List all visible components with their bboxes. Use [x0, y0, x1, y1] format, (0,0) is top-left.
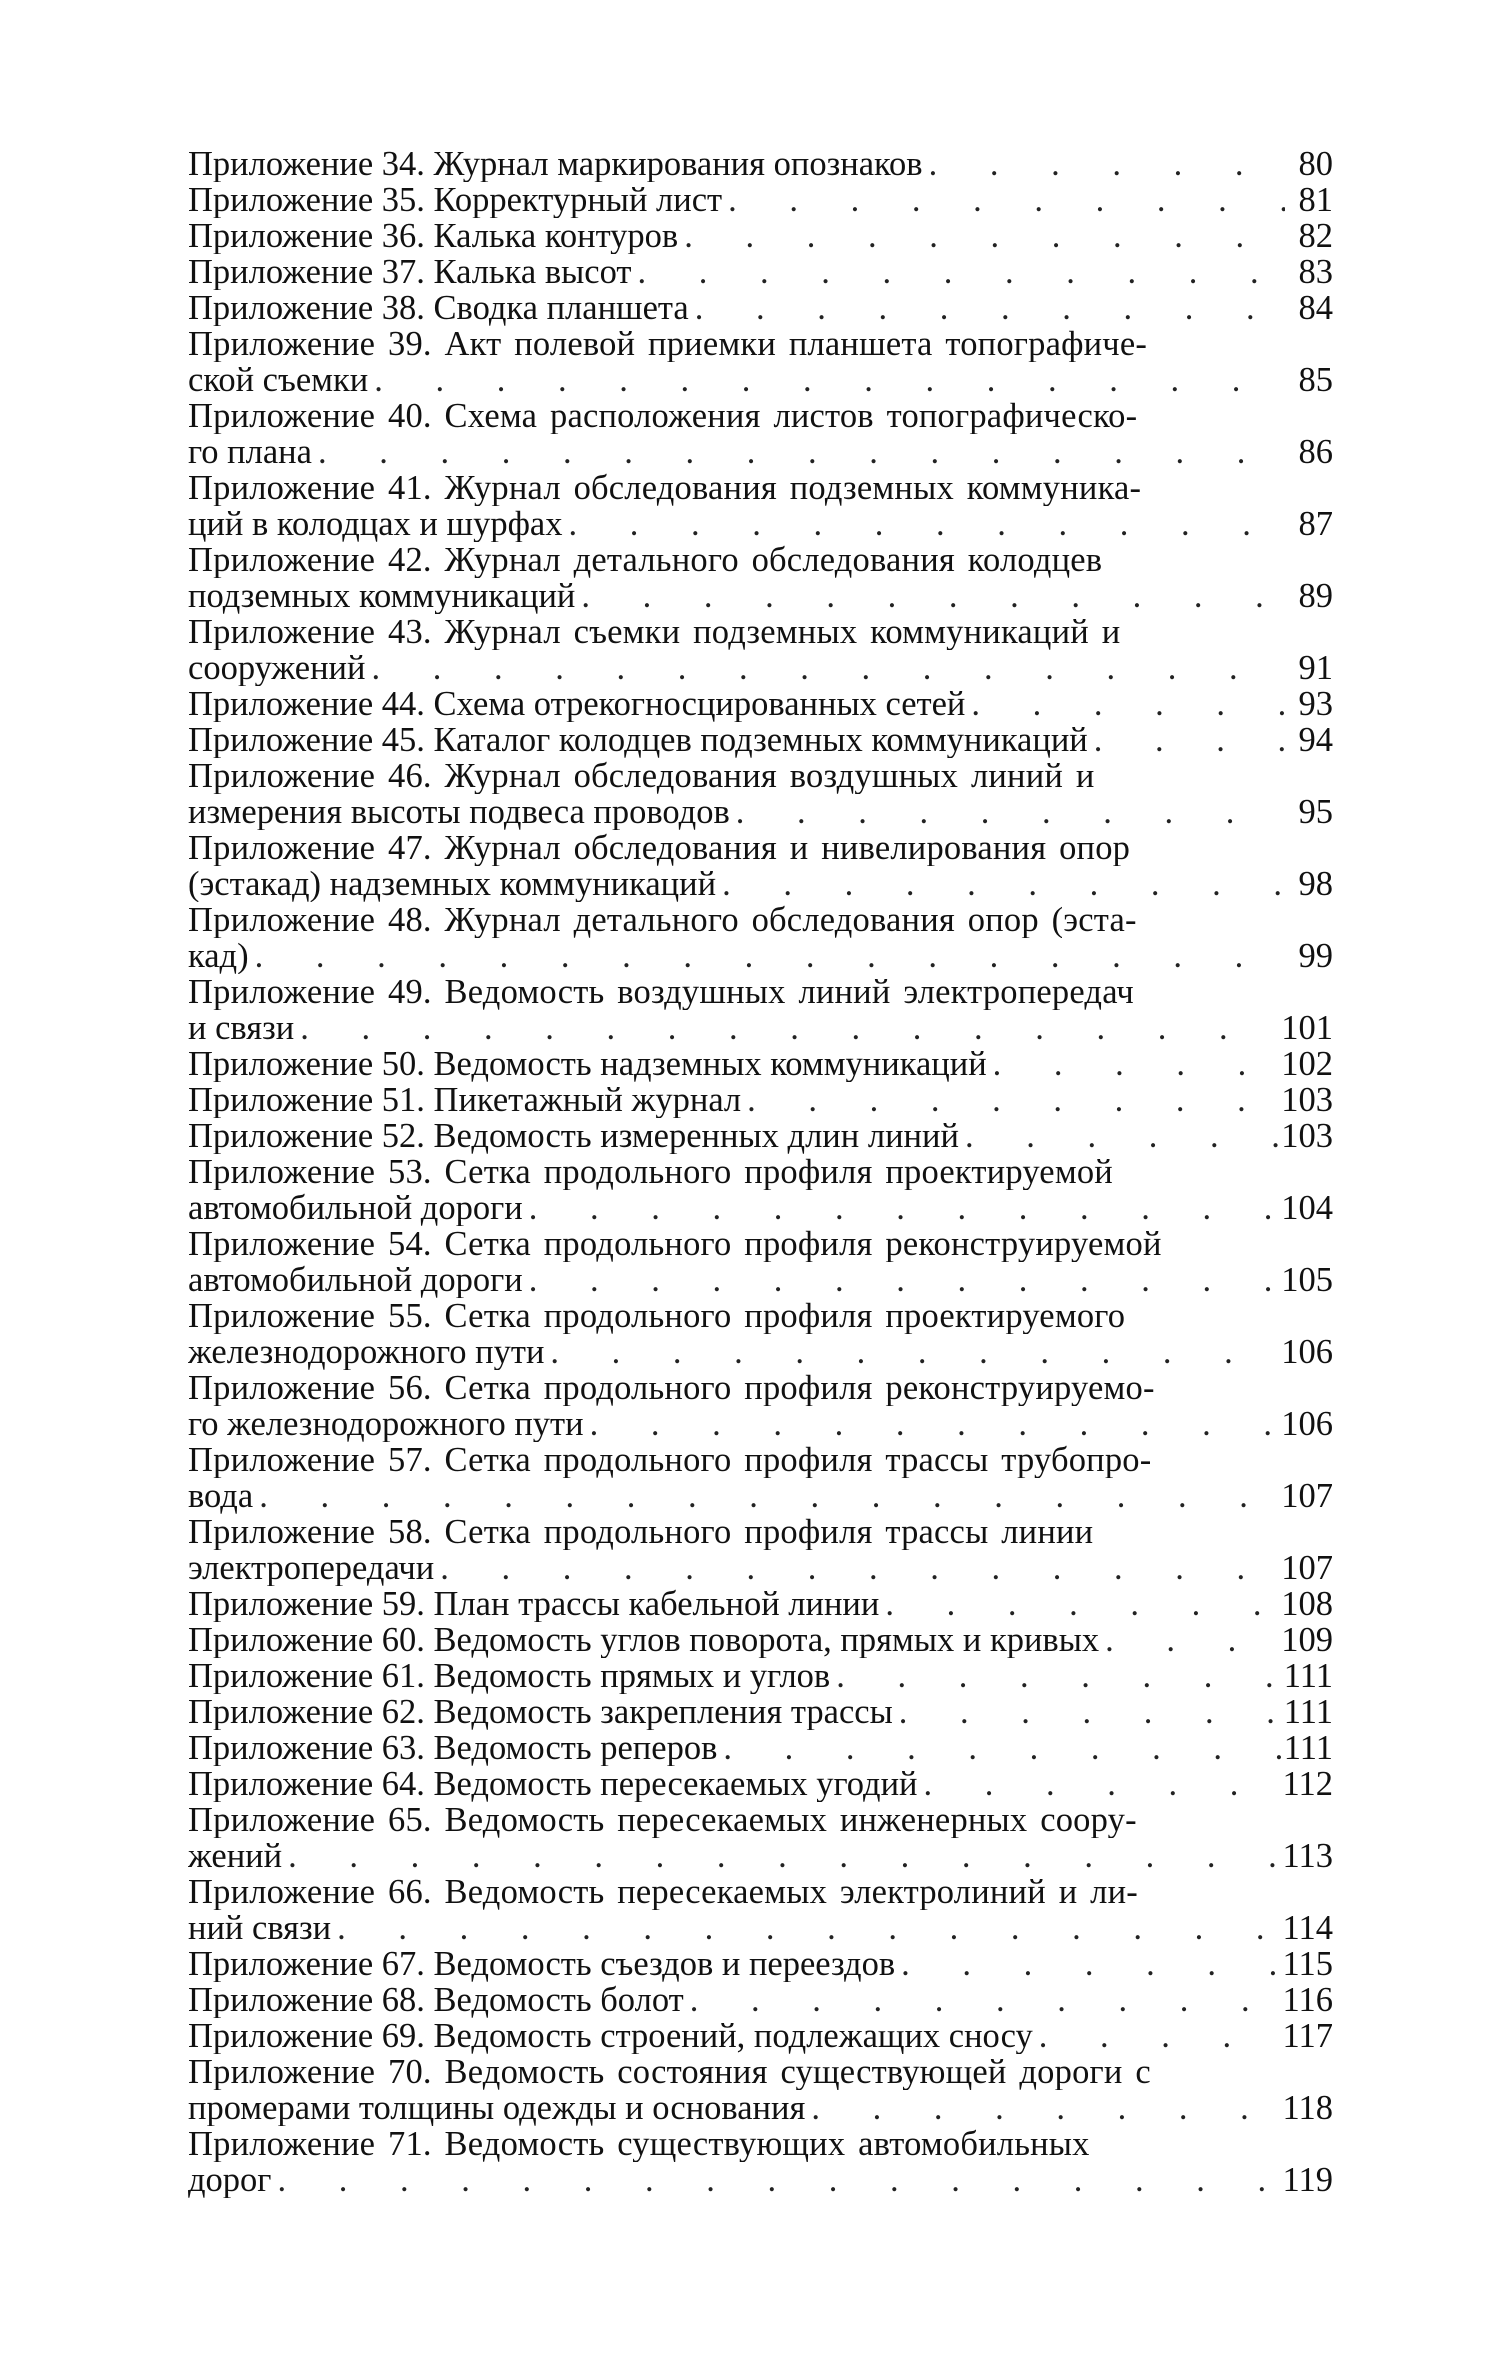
- toc-entry: [188, 974, 1333, 1046]
- toc-entry: [188, 686, 1333, 722]
- toc-entry: [188, 1694, 1333, 1730]
- toc-entry-text: Приложение 62. Ведомость закрепления трассы: [188, 1694, 893, 1730]
- toc-entry-text: Приложение 37. Калька высот: [188, 254, 632, 290]
- dot-leader: [312, 434, 1285, 470]
- toc-entry-text: Приложение 71. Ведомость существующих автомобильных: [188, 2126, 1090, 2162]
- toc-entry: [188, 218, 1333, 254]
- toc-entry: [188, 1586, 1333, 1622]
- dot-leader: [294, 1010, 1281, 1046]
- page-number: 107: [1281, 1478, 1333, 1514]
- dot-leader: [253, 1478, 1281, 1514]
- toc-entry-line: [188, 830, 1333, 866]
- toc-entry-text: Приложение 53. Сетка продольного профиля проектируемой: [188, 1154, 1113, 1190]
- dot-leader: [805, 2090, 1282, 2126]
- page-number: 104: [1281, 1190, 1333, 1226]
- toc-entry-text: кад): [188, 938, 249, 974]
- toc-entry-text: Приложение 41. Журнал обследования подземных коммуника-: [188, 470, 1142, 506]
- toc-entry-text: Приложение 40. Схема расположения листов топографическо-: [188, 398, 1138, 434]
- dot-leader: [523, 1262, 1282, 1298]
- toc-entry-text: Приложение 38. Сводка планшета: [188, 290, 689, 326]
- toc-entry-line: [188, 2162, 1333, 2198]
- dot-leader: [879, 1586, 1281, 1622]
- toc-entry-line: [188, 1190, 1333, 1226]
- toc-entry-text: Приложение 34. Журнал маркирования опознаков: [188, 146, 923, 182]
- toc-entry-line: [188, 1550, 1333, 1586]
- toc-entry-line: [188, 1838, 1333, 1874]
- toc-entry-line: [188, 2126, 1333, 2162]
- toc-entry: [188, 1658, 1333, 1694]
- toc-entry-line: [188, 1370, 1333, 1406]
- dot-leader: [730, 794, 1285, 830]
- page-number: 94: [1298, 722, 1333, 758]
- dot-leader: [987, 1046, 1282, 1082]
- toc-entry-text: жений: [188, 1838, 283, 1874]
- toc-entry-text: электропередачи: [188, 1550, 435, 1586]
- dot-leader: [575, 578, 1285, 614]
- page-number: 81: [1298, 182, 1333, 218]
- toc-entry: [188, 2126, 1333, 2198]
- page-number: 102: [1281, 1046, 1333, 1082]
- toc-entry-line: [188, 326, 1333, 362]
- toc-entry: [188, 1874, 1333, 1946]
- toc-entry: [188, 254, 1333, 290]
- toc-entry: [188, 722, 1333, 758]
- dot-leader: [331, 1910, 1282, 1946]
- toc-entry-text: Приложение 60. Ведомость углов поворота, прямых и кривых: [188, 1622, 1100, 1658]
- page-number: 112: [1282, 1766, 1333, 1802]
- toc-entry-text: Приложение 56. Сетка продольного профиля реконструируемо-: [188, 1370, 1155, 1406]
- toc-entry-text: Приложение 42. Журнал детального обследования колодцев: [188, 542, 1103, 578]
- toc-entry: [188, 1802, 1333, 1874]
- dot-leader: [584, 1406, 1282, 1442]
- toc-entry-text: Приложение 64. Ведомость пересекаемых угодий: [188, 1766, 918, 1802]
- toc-entry: [188, 2018, 1333, 2054]
- dot-leader: [716, 866, 1285, 902]
- toc-entry: [188, 1226, 1333, 1298]
- toc-entry: [188, 470, 1333, 542]
- toc-entry-line: [188, 218, 1333, 254]
- toc-entry-line: [188, 1406, 1333, 1442]
- toc-entry-line: [188, 938, 1333, 974]
- toc-entry-line: [188, 1694, 1333, 1730]
- dot-leader: [434, 1550, 1281, 1586]
- toc-entry-text: Приложение 54. Сетка продольного профиля реконструируемой: [188, 1226, 1162, 1262]
- dot-leader: [684, 1982, 1283, 2018]
- dot-leader: [282, 1838, 1282, 1874]
- toc-entry-line: [188, 434, 1333, 470]
- toc-entry-line: [188, 614, 1333, 650]
- page-number: 109: [1281, 1622, 1333, 1658]
- toc-entry-line: [188, 1298, 1333, 1334]
- page-number: 103: [1281, 1118, 1333, 1154]
- toc-entry-text: ний связи: [188, 1910, 332, 1946]
- dot-leader: [741, 1082, 1281, 1118]
- page-number: 114: [1282, 1910, 1333, 1946]
- toc-entry-line: [188, 722, 1333, 758]
- page-number: 118: [1282, 2090, 1333, 2126]
- toc-entry-line: [188, 1118, 1333, 1154]
- toc-entry-line: [188, 686, 1333, 722]
- toc-entry-line: [188, 146, 1333, 182]
- toc-entry-text: Приложение 61. Ведомость прямых и углов: [188, 1658, 831, 1694]
- toc-entry-text: Приложение 68. Ведомость болот: [188, 1982, 684, 2018]
- toc-entry-text: Приложение 47. Журнал обследования и нивелирования опор: [188, 830, 1131, 866]
- toc-entry-line: [188, 2018, 1333, 2054]
- toc-entry: [188, 902, 1333, 974]
- table-of-contents: [188, 146, 1333, 2198]
- toc-entry-text: Приложение 67. Ведомость съездов и переездов: [188, 1946, 896, 1982]
- page-number: 99: [1298, 938, 1333, 974]
- toc-entry-text: Приложение 70. Ведомость состояния существующей дороги с: [188, 2054, 1151, 2090]
- toc-entry: [188, 1370, 1333, 1442]
- toc-entry-line: [188, 1730, 1333, 1766]
- page-number: 86: [1298, 434, 1333, 470]
- toc-entry-line: [188, 1802, 1333, 1838]
- dot-leader: [271, 2162, 1282, 2198]
- page-number: 82: [1298, 218, 1333, 254]
- toc-entry-text: подземных коммуникаций: [188, 578, 576, 614]
- page-number: 117: [1282, 2018, 1333, 2054]
- dot-leader: [722, 182, 1285, 218]
- toc-entry: [188, 758, 1333, 830]
- page-number: 108: [1281, 1586, 1333, 1622]
- toc-entry-line: [188, 1766, 1333, 1802]
- page-number: 105: [1281, 1262, 1333, 1298]
- page-number: 106: [1281, 1406, 1333, 1442]
- toc-entry-text: Приложение 45. Каталог колодцев подземных коммуникаций: [188, 722, 1088, 758]
- toc-entry-text: Приложение 57. Сетка продольного профиля трассы трубопро-: [188, 1442, 1152, 1478]
- toc-entry: [188, 326, 1333, 398]
- toc-entry: [188, 830, 1333, 902]
- toc-entry: [188, 1442, 1333, 1514]
- dot-leader: [893, 1694, 1284, 1730]
- page-number: 116: [1282, 1982, 1333, 2018]
- dot-leader: [249, 938, 1285, 974]
- toc-entry-text: ской съемки: [188, 362, 369, 398]
- dot-leader: [1033, 2018, 1283, 2054]
- dot-leader: [368, 362, 1285, 398]
- page-number: 87: [1298, 506, 1333, 542]
- toc-entry-text: Приложение 66. Ведомость пересекаемых электролиний и ли-: [188, 1874, 1138, 1910]
- toc-entry-line: [188, 1514, 1333, 1550]
- toc-entry: [188, 1730, 1333, 1766]
- page-number: 111: [1283, 1730, 1333, 1766]
- toc-entry-line: [188, 182, 1333, 218]
- toc-entry: [188, 2054, 1333, 2126]
- page-number: 89: [1298, 578, 1333, 614]
- toc-entry-line: [188, 650, 1333, 686]
- page-number: 84: [1298, 290, 1333, 326]
- toc-entry: [188, 1118, 1333, 1154]
- page-number: 93: [1298, 686, 1333, 722]
- toc-entry-text: Приложение 51. Пикетажный журнал: [188, 1082, 742, 1118]
- toc-entry-line: [188, 866, 1333, 902]
- toc-entry-text: автомобильной дороги: [188, 1262, 523, 1298]
- dot-leader: [544, 1334, 1281, 1370]
- dot-leader: [959, 1118, 1281, 1154]
- toc-entry-text: Приложение 48. Журнал детального обследования опор (эста-: [188, 902, 1137, 938]
- toc-entry-line: [188, 1622, 1333, 1658]
- toc-entry-line: [188, 1010, 1333, 1046]
- toc-entry-text: Приложение 50. Ведомость надземных коммуникаций: [188, 1046, 987, 1082]
- toc-entry-line: [188, 1262, 1333, 1298]
- toc-entry-line: [188, 1658, 1333, 1694]
- page-number: 113: [1282, 1838, 1333, 1874]
- toc-entry: [188, 290, 1333, 326]
- toc-entry-text: Приложение 46. Журнал обследования воздушных линий и: [188, 758, 1095, 794]
- toc-entry: [188, 1514, 1333, 1586]
- page-number: 91: [1298, 650, 1333, 686]
- toc-entry-text: го железнодорожного пути: [188, 1406, 584, 1442]
- page-number: 107: [1281, 1550, 1333, 1586]
- page-number: 101: [1281, 1010, 1333, 1046]
- dot-leader: [632, 254, 1286, 290]
- page-number: 106: [1281, 1334, 1333, 1370]
- toc-entry: [188, 1046, 1333, 1082]
- toc-entry-text: Приложение 49. Ведомость воздушных линий электропередач: [188, 974, 1134, 1010]
- toc-entry-line: [188, 902, 1333, 938]
- toc-entry-text: Приложение 55. Сетка продольного профиля проектируемого: [188, 1298, 1126, 1334]
- page-number: 103: [1281, 1082, 1333, 1118]
- page-number: 115: [1282, 1946, 1333, 1982]
- toc-entry-line: [188, 1154, 1333, 1190]
- toc-entry-line: [188, 1982, 1333, 2018]
- toc-entry-line: [188, 398, 1333, 434]
- toc-entry-line: [188, 1910, 1333, 1946]
- dot-leader: [965, 686, 1285, 722]
- toc-entry-line: [188, 362, 1333, 398]
- toc-entry-line: [188, 2090, 1333, 2126]
- toc-entry-line: [188, 1442, 1333, 1478]
- dot-leader: [830, 1658, 1284, 1694]
- page-number: 83: [1298, 254, 1333, 290]
- toc-entry: [188, 1982, 1333, 2018]
- page-number: 119: [1282, 2162, 1333, 2198]
- dot-leader: [678, 218, 1285, 254]
- toc-entry: [188, 1082, 1333, 1118]
- dot-leader: [689, 290, 1285, 326]
- toc-entry-text: (эстакад) надземных коммуникаций: [188, 866, 717, 902]
- toc-entry-text: Приложение 58. Сетка продольного профиля трассы линии: [188, 1514, 1094, 1550]
- dot-leader: [895, 1946, 1282, 1982]
- toc-entry-text: Приложение 39. Акт полевой приемки планшета топографиче-: [188, 326, 1148, 362]
- toc-entry-line: [188, 1226, 1333, 1262]
- toc-entry-text: Приложение 52. Ведомость измеренных длин линий: [188, 1118, 959, 1154]
- toc-entry: [188, 182, 1333, 218]
- toc-entry-text: Приложение 59. План трассы кабельной линии: [188, 1586, 880, 1622]
- toc-entry-line: [188, 542, 1333, 578]
- toc-entry-text: ций в колодцах и шурфах: [188, 506, 563, 542]
- toc-entry-text: и связи: [188, 1010, 295, 1046]
- toc-entry-text: Приложение 35. Корректурный лист: [188, 182, 723, 218]
- toc-entry-line: [188, 470, 1333, 506]
- page-number: 85: [1298, 362, 1333, 398]
- toc-entry-text: Приложение 65. Ведомость пересекаемых инженерных соору-: [188, 1802, 1137, 1838]
- toc-entry: [188, 146, 1333, 182]
- toc-entry-line: [188, 758, 1333, 794]
- toc-entry-line: [188, 1478, 1333, 1514]
- toc-entry-text: сооружений: [188, 650, 366, 686]
- toc-entry-text: вода: [188, 1478, 254, 1514]
- toc-entry-line: [188, 506, 1333, 542]
- toc-entry: [188, 1154, 1333, 1226]
- page-number: 111: [1283, 1658, 1333, 1694]
- toc-entry-text: Приложение 44. Схема отрекогносцированных сетей: [188, 686, 966, 722]
- toc-entry-line: [188, 974, 1333, 1010]
- page-number: 95: [1298, 794, 1333, 830]
- toc-entry-text: Приложение 36. Калька контуров: [188, 218, 679, 254]
- toc-entry-line: [188, 2054, 1333, 2090]
- toc-entry-text: железнодорожного пути: [188, 1334, 545, 1370]
- dot-leader: [562, 506, 1285, 542]
- dot-leader: [1099, 1622, 1281, 1658]
- toc-entry-text: промерами толщины одежды и основания: [188, 2090, 806, 2126]
- toc-entry-text: Приложение 43. Журнал съемки подземных коммуникаций и: [188, 614, 1121, 650]
- toc-entry: [188, 1298, 1333, 1370]
- page-number: 98: [1298, 866, 1333, 902]
- dot-leader: [1088, 722, 1285, 758]
- dot-leader: [717, 1730, 1283, 1766]
- toc-entry-line: [188, 1586, 1333, 1622]
- toc-entry-line: [188, 1046, 1333, 1082]
- toc-entry-line: [188, 1874, 1333, 1910]
- page-number: 111: [1283, 1694, 1333, 1730]
- dot-leader: [523, 1190, 1282, 1226]
- toc-entry-text: автомобильной дороги: [188, 1190, 523, 1226]
- toc-entry: [188, 542, 1333, 614]
- dot-leader: [923, 146, 1285, 182]
- dot-leader: [918, 1766, 1283, 1802]
- toc-entry: [188, 398, 1333, 470]
- dot-leader: [366, 650, 1286, 686]
- toc-entry-text: дорог: [188, 2162, 272, 2198]
- toc-entry-text: измерения высоты подвеса проводов: [188, 794, 730, 830]
- toc-entry: [188, 614, 1333, 686]
- toc-entry-line: [188, 290, 1333, 326]
- toc-entry: [188, 1766, 1333, 1802]
- toc-entry: [188, 1946, 1333, 1982]
- toc-entry-line: [188, 1082, 1333, 1118]
- toc-entry: [188, 1622, 1333, 1658]
- toc-entry-text: го плана: [188, 434, 312, 470]
- toc-entry-line: [188, 794, 1333, 830]
- toc-entry-line: [188, 578, 1333, 614]
- toc-entry-text: Приложение 69. Ведомость строений, подлежащих сносу: [188, 2018, 1033, 2054]
- page-number: 80: [1298, 146, 1333, 182]
- toc-entry-text: Приложение 63. Ведомость реперов: [188, 1730, 718, 1766]
- toc-entry-line: [188, 1334, 1333, 1370]
- toc-entry-line: [188, 254, 1333, 290]
- toc-entry-line: [188, 1946, 1333, 1982]
